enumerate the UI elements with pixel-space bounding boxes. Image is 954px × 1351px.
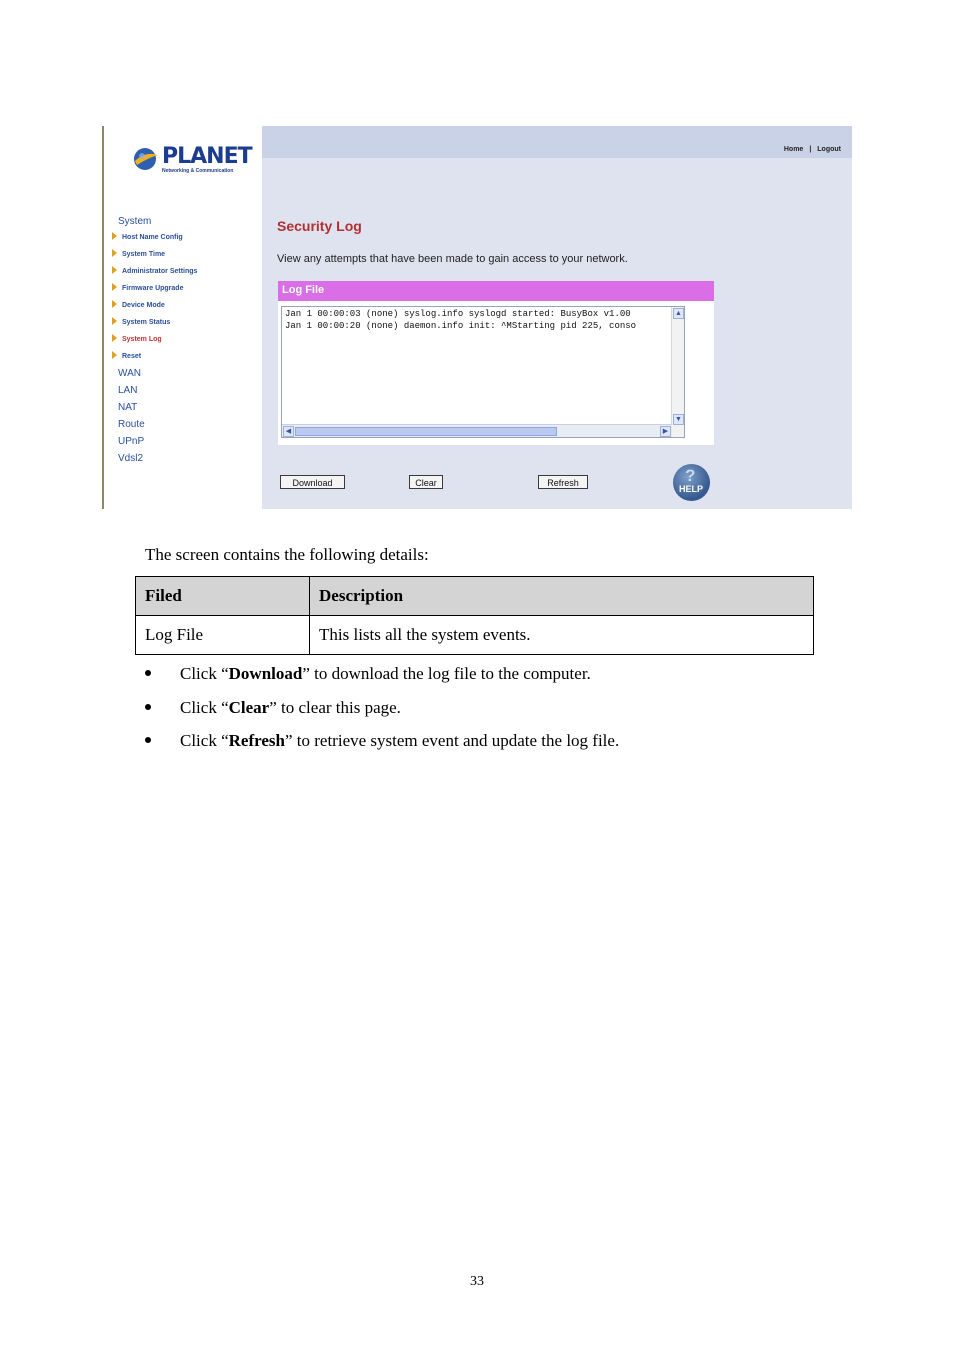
refresh-button[interactable]: Refresh [538,475,588,489]
planet-logo [132,144,252,174]
header-field: Filed [136,577,310,616]
cell-field: Log File [136,616,310,655]
sidebar [104,126,262,509]
router-screenshot [102,126,852,509]
arrow-icon [112,232,117,240]
arrow-icon [112,317,117,325]
page-number: 33 [470,1274,484,1289]
logo-wordmark: PLANET [162,144,252,169]
nav-item-reset[interactable]: Reset [112,351,141,360]
link-separator: | [809,146,812,153]
details-table [135,576,814,655]
log-line: Jan 1 00:00:03 (none) syslog.info syslogd started: BusyBox v1.00 [285,309,631,319]
table-header-row [136,577,814,616]
scroll-left-icon[interactable]: ◀ [283,426,294,437]
bullet-icon [145,704,151,710]
page-description: View any attempts that have been made to gain access to your network. [277,253,628,265]
scroll-right-icon[interactable]: ▶ [660,426,671,437]
nav-item-system-status[interactable]: System Status [112,317,170,326]
log-file-header [278,281,714,301]
page-title: Security Log [277,218,362,234]
help-label: HELP [679,484,704,494]
bullet-icon [145,737,151,743]
nav-group-lan[interactable]: LAN [118,385,138,396]
scroll-up-icon[interactable]: ▲ [673,308,684,319]
logo-tagline: Networking & Communication [162,168,234,174]
arrow-icon [112,351,117,359]
log-file-title: Log File [282,284,325,296]
nav-group-vdsl2[interactable]: Vdsl2 [118,453,144,464]
nav-item-system-time[interactable]: System Time [112,249,165,258]
nav-group-route[interactable]: Route [118,419,145,430]
bullet-download: Click “Download” to download the log file to the computer. [145,664,591,684]
arrow-icon [112,334,117,342]
log-textarea[interactable] [281,306,685,438]
nav-item-host-name-config[interactable]: Host Name Config [112,232,183,241]
clear-button[interactable]: Clear [409,475,443,489]
download-button[interactable]: Download [280,475,345,489]
main-panel [262,126,852,509]
arrow-icon [112,300,117,308]
arrow-icon [112,266,117,274]
question-mark-icon: ? [685,466,696,485]
nav-group-system[interactable]: System [118,216,152,227]
help-button[interactable] [673,464,710,501]
scrollbar-thumb[interactable] [295,427,557,436]
scroll-down-icon[interactable]: ▼ [673,414,684,425]
bullet-clear: Click “Clear” to clear this page. [145,698,401,718]
top-links [781,146,844,153]
horizontal-scrollbar[interactable] [282,424,672,437]
nav-group-wan[interactable]: WAN [118,368,141,379]
log-line: Jan 1 00:00:20 (none) daemon.info init: ^MStarting pid 225, conso [285,321,637,331]
bullet-refresh: Click “Refresh” to retrieve system event and update the log file. [145,731,619,751]
logout-link[interactable]: Logout [817,146,841,153]
top-bar [262,126,852,158]
nav-item-administrator-settings[interactable]: Administrator Settings [112,266,197,275]
nav-item-system-log[interactable]: System Log [112,334,162,343]
cell-description: This lists all the system events. [310,616,814,655]
nav-item-device-mode[interactable]: Device Mode [112,300,165,309]
log-file-panel [278,301,714,445]
bullet-icon [145,670,151,676]
planet-globe-icon [132,146,160,172]
arrow-icon [112,249,117,257]
nav-item-firmware-upgrade[interactable]: Firmware Upgrade [112,283,183,292]
nav-group-upnp[interactable]: UPnP [118,436,145,447]
home-link[interactable]: Home [783,146,804,153]
table-row [136,616,814,655]
header-description: Description [310,577,814,616]
nav-group-nat[interactable]: NAT [118,402,138,413]
arrow-icon [112,283,117,291]
vertical-scrollbar[interactable] [671,307,684,437]
intro-paragraph: The screen contains the following details: [145,545,429,564]
